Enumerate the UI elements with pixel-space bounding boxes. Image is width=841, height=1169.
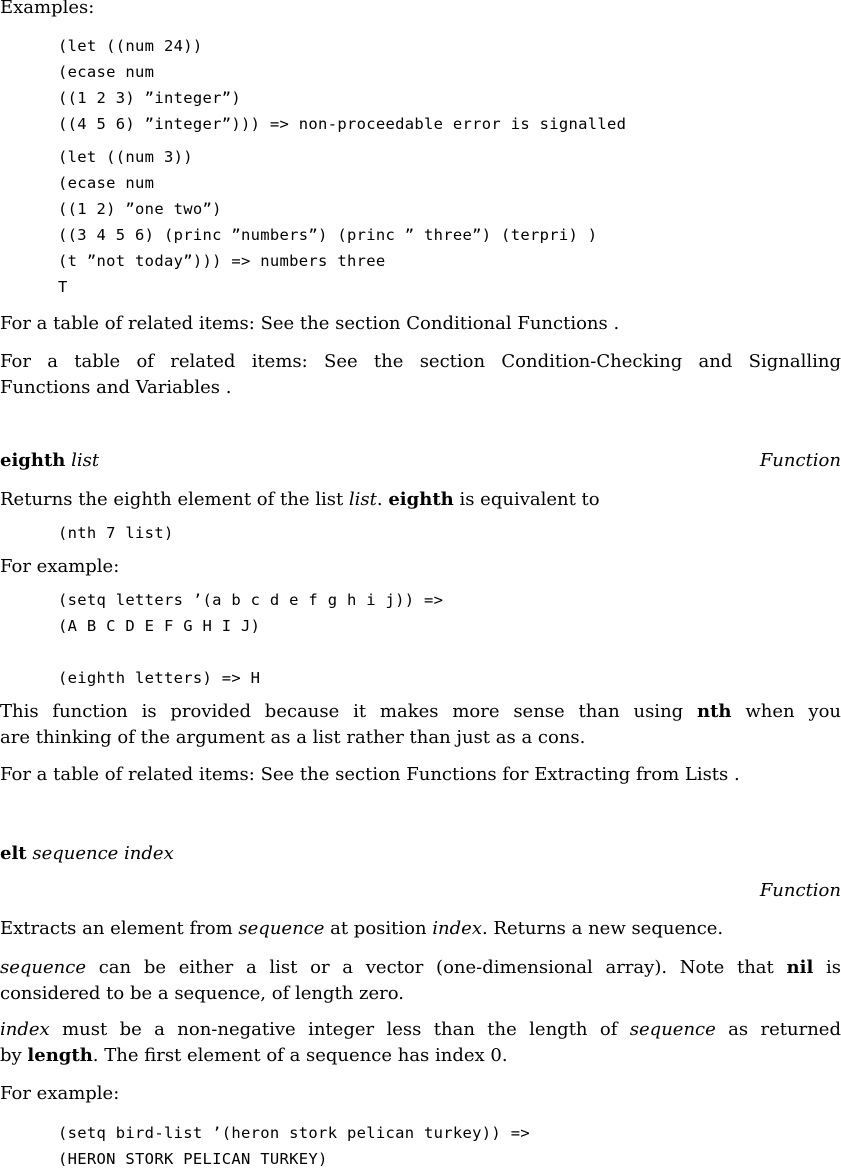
code-line: (setq bird-list ’(heron stork pelican turkey)) => bbox=[58, 1124, 530, 1142]
elt-sequence-line2: considered to be a sequence, of length zero. bbox=[0, 983, 405, 1004]
code-line: (let ((num 24)) bbox=[58, 37, 203, 55]
eighth-note-line1: This function is provided because it makes more sense than using nth when you bbox=[0, 701, 841, 722]
entry-kind-label: Function bbox=[759, 880, 841, 901]
eighth-description: Returns the eighth element of the list list. eighth is equivalent to bbox=[0, 489, 600, 510]
code-line: (A B C D E F G H I J) bbox=[58, 617, 261, 635]
related-items-condition-checking: For a table of related items: See the section Condition-Checking and Signalling bbox=[0, 351, 841, 372]
code-line: T bbox=[58, 278, 68, 296]
code-line: (setq letters ’(a b c d e f g h i j)) => bbox=[58, 591, 444, 609]
code-line: (ecase num bbox=[58, 63, 155, 81]
code-line: ((3 4 5 6) (princ ”numbers”) (princ ” three”) (terpri) ) bbox=[58, 226, 598, 244]
code-line: (HERON STORK PELICAN TURKEY) bbox=[58, 1150, 328, 1168]
code-line: ((1 2) ”one two”) bbox=[58, 200, 222, 218]
code-line: (t ”not today”))) => numbers three bbox=[58, 252, 386, 270]
related-items-condition-checking-cont: Functions and Variables . bbox=[0, 377, 232, 398]
entry-kind bbox=[0, 450, 841, 471]
entry-kind bbox=[0, 880, 841, 901]
function-name: elt bbox=[0, 843, 27, 864]
code-line: (let ((num 3)) bbox=[58, 148, 193, 166]
related-items-extracting: For a table of related items: See the section Functions for Extracting from Lists . bbox=[0, 764, 740, 785]
elt-index-line2: by length. The first element of a sequence has index 0. bbox=[0, 1045, 508, 1066]
for-example-label: For example: bbox=[0, 1083, 120, 1104]
entry-header-elt bbox=[0, 843, 174, 864]
examples-heading: Examples: bbox=[0, 0, 95, 18]
code-line: ((1 2 3) ”integer”) bbox=[58, 89, 242, 107]
function-name: eighth bbox=[0, 450, 66, 471]
elt-sequence-line1: sequence can be either a list or a vector (one-dimensional array). Note that nil is bbox=[0, 957, 841, 978]
code-line: ((4 5 6) ”integer”))) => non-proceedable error is signalled bbox=[58, 115, 627, 133]
code-line: (nth 7 list) bbox=[58, 524, 174, 542]
code-line: (ecase num bbox=[58, 174, 155, 192]
elt-index-line1: index must be a non-negative integer less than the length of sequence as returned bbox=[0, 1019, 841, 1040]
eighth-note-line2: are thinking of the argument as a list rather than just as a cons. bbox=[0, 727, 586, 748]
function-args: sequence index bbox=[32, 843, 174, 864]
entry-kind-label: Function bbox=[759, 450, 841, 471]
elt-description: Extracts an element from sequence at position index. Returns a new sequence. bbox=[0, 918, 724, 939]
related-items-conditional: For a table of related items: See the section Conditional Functions . bbox=[0, 313, 620, 334]
for-example-label: For example: bbox=[0, 556, 120, 577]
function-args: list bbox=[71, 450, 100, 471]
code-line: (eighth letters) => H bbox=[58, 669, 261, 687]
